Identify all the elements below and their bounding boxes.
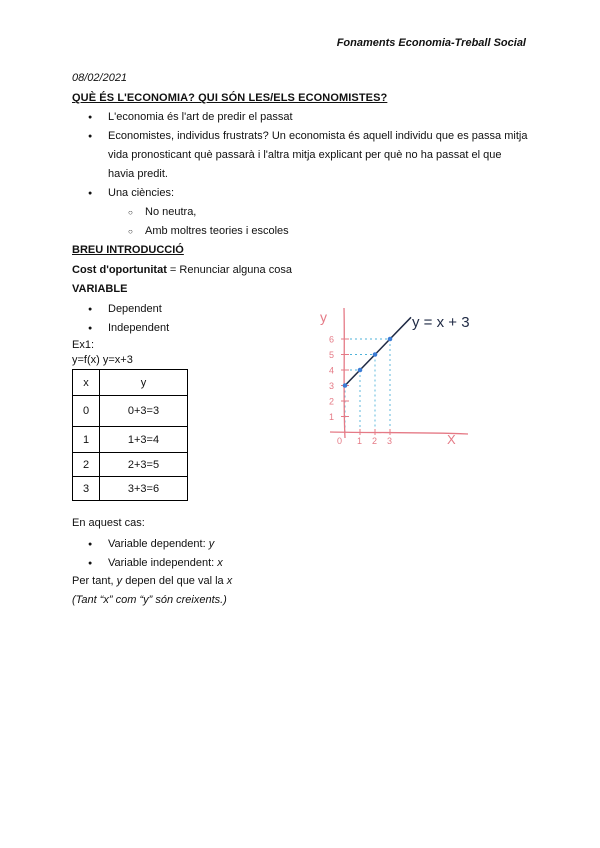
case-text: Variable dependent: <box>108 538 209 550</box>
y-tick-label: 2 <box>329 396 335 407</box>
data-point <box>358 368 363 373</box>
x-tick-label: 1 <box>357 436 363 446</box>
sub-list <box>128 203 528 241</box>
table-row <box>73 427 188 453</box>
list-item: ● Economistes, individus frustrats? Un economista és aquell individu que es passa mitja vida pronosticant què passarà i l'altra mitja explicant per què no ha passat el que havia predit. <box>88 127 528 184</box>
conclusion-var-x: x <box>226 575 233 587</box>
cost-line <box>72 264 292 276</box>
table-header-cell: y <box>100 370 188 396</box>
y-axis-label: y <box>320 309 327 325</box>
y-tick-label: 1 <box>329 412 335 422</box>
list-item <box>88 535 223 554</box>
list-item: ● Independent <box>88 319 169 338</box>
x-axis-label: X <box>447 432 456 447</box>
y-tick-labels <box>329 335 349 423</box>
case-var: x <box>217 557 223 569</box>
course-header: Fonaments Economia-Treball Social <box>336 37 526 49</box>
list-item <box>88 554 223 573</box>
section-heading-breu: BREU INTRODUCCIÓ <box>72 244 184 256</box>
y-tick-label: 3 <box>329 381 335 391</box>
table-row <box>73 453 188 477</box>
case-list <box>88 535 223 573</box>
graph-guide-lines <box>345 339 390 432</box>
y-tick-label: 5 <box>329 350 335 360</box>
note-line: (Tant “x” com “y” són creixents.) <box>72 594 227 606</box>
intro-list <box>88 108 528 241</box>
conclusion-pre: Per tant, <box>72 575 117 587</box>
list-item: ● Dependent <box>88 300 169 319</box>
list-item: ● L'economia és l'art de predir el passat <box>88 108 528 127</box>
conclusion-var-y: y <box>116 575 123 587</box>
table-row <box>73 477 188 501</box>
y-tick-label: 6 <box>329 334 335 345</box>
data-point <box>388 337 393 342</box>
variable-list <box>88 300 169 338</box>
example-formula: y=f(x) y=x+3 <box>72 354 133 366</box>
page-title: QUÈ ÉS L'ECONOMIA? QUI SÓN LES/ELS ECONOMISTES? <box>72 92 388 104</box>
note-date: 08/02/2021 <box>72 72 128 84</box>
values-table <box>72 369 188 501</box>
sub-list-item: ○ Amb moltres teories i escoles <box>128 222 528 241</box>
table-header-cell: x <box>73 370 100 396</box>
hand-drawn-graph <box>300 298 500 458</box>
table-cell: 0+3=3 <box>100 396 188 427</box>
case-intro: En aquest cas: <box>72 517 145 529</box>
cost-definition: = Renunciar alguna cosa <box>166 264 292 276</box>
case-var: y <box>208 538 215 550</box>
y-tick-label: 4 <box>329 365 335 376</box>
table-cell: 1+3=4 <box>100 427 188 453</box>
list-item-label: Una ciències: <box>108 187 175 199</box>
function-line <box>344 317 412 387</box>
x-tick-label: 0 <box>337 436 343 446</box>
case-text: Variable independent: <box>108 557 218 569</box>
data-point <box>343 383 348 388</box>
table-cell: 2 <box>73 453 100 477</box>
table-cell: 0 <box>73 396 100 427</box>
cost-term: Cost d'oportunitat <box>72 264 167 276</box>
table-cell: 3+3=6 <box>100 477 188 501</box>
table-row <box>73 396 188 427</box>
example-label: Ex1: <box>72 339 95 351</box>
y-axis <box>344 308 345 438</box>
x-tick-label: 2 <box>372 436 378 446</box>
equation-label: y = x + 3 <box>412 314 470 331</box>
table-header-row <box>73 370 188 396</box>
table-cell: 3 <box>73 477 100 501</box>
list-item <box>88 184 528 241</box>
sub-list-item: ○ No neutra, <box>128 203 528 222</box>
conclusion-mid: depen del que val la <box>122 575 227 587</box>
table-cell: 2+3=5 <box>100 453 188 477</box>
table-cell: 1 <box>73 427 100 453</box>
conclusion-line <box>72 575 232 587</box>
section-heading-variable: VARIABLE <box>72 283 128 295</box>
x-tick-label: 3 <box>387 436 393 446</box>
data-point <box>373 352 378 357</box>
